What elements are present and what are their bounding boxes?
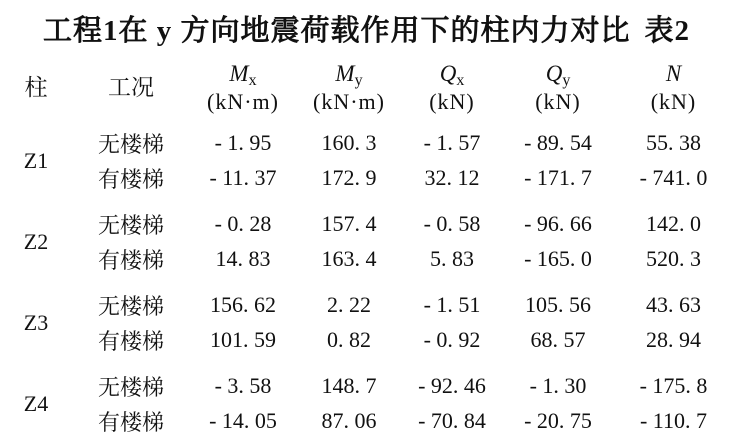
header-mx [190,57,296,120]
n-symbol-letter: N [665,61,682,86]
value-cell-qy: - 1. 30 [529,373,587,399]
value-cell-mx: - 11. 37 [209,165,277,191]
table-row-z2-with-stairs [0,242,733,277]
value-cell-my: 2. 22 [327,292,371,318]
case-cell: 无楼梯 [97,212,164,238]
column-id-z1: Z1 [23,147,49,173]
value-cell-n: 520. 3 [646,246,701,272]
mx-symbol [190,61,296,90]
qy-symbol-letter: Q [545,61,563,86]
value-cell-mx: - 0. 28 [214,211,272,237]
mx-unit: (kN·m) [207,88,279,114]
column-id-z3: Z3 [23,309,49,335]
value-cell-mx: - 3. 58 [214,373,272,399]
value-cell-qx: 5. 83 [430,246,474,272]
case-cell: 无楼梯 [97,374,164,400]
header-case-label: 工况 [108,74,154,100]
value-cell-qx: - 92. 46 [418,373,486,399]
case-cell: 有楼梯 [97,247,164,273]
value-cell-n: - 741. 0 [639,165,708,191]
table-title [0,0,733,49]
case-cell: 有楼梯 [97,328,164,354]
value-cell-my: 157. 4 [321,211,377,237]
header-column-label: 柱 [24,74,48,100]
case-cell: 无楼梯 [97,131,164,157]
value-cell-mx: - 1. 95 [214,130,272,156]
column-id-z2: Z2 [23,228,49,254]
value-cell-n: - 175. 8 [639,373,708,399]
value-cell-mx: 14. 83 [215,246,271,272]
table-title-text: 工程1在 y 方向地震荷载作用下的柱内力对比 [42,15,631,47]
qy-symbol [502,61,614,90]
value-cell-my: 148. 7 [321,373,377,399]
value-cell-qx: - 0. 58 [423,211,481,237]
column-id-z4: Z4 [23,390,49,416]
table-row-z2-without-stairs [0,196,733,242]
case-cell: 有楼梯 [97,166,164,192]
table-row-z1-with-stairs [0,161,733,196]
my-symbol [296,61,402,90]
value-cell-mx: 156. 62 [210,292,276,318]
qx-symbol [402,61,502,90]
my-symbol-letter: M [335,61,355,86]
header-my [296,57,402,120]
value-cell-qx: - 70. 84 [418,408,486,434]
table-row-z4-without-stairs [0,358,733,404]
value-cell-n: - 110. 7 [639,408,707,434]
qx-symbol-letter: Q [439,61,457,86]
header-n [614,57,733,120]
value-cell-qx: - 0. 92 [423,327,481,353]
table-row-z4-with-stairs [0,404,733,439]
table-body [0,120,733,439]
value-cell-mx: - 14. 05 [209,408,277,434]
value-cell-qy: - 96. 66 [524,211,592,237]
value-cell-qy: 105. 56 [525,292,591,318]
my-symbol-subscript: y [354,72,363,89]
table-header [0,57,733,120]
case-cell: 无楼梯 [97,293,164,319]
mx-symbol-letter: M [229,61,249,86]
table-number: 表2 [644,15,691,47]
value-cell-n: 43. 63 [646,292,701,318]
value-cell-my: 172. 9 [321,165,377,191]
mx-symbol-subscript: x [248,72,257,89]
value-cell-n: 55. 38 [646,130,701,156]
header-row [0,57,733,120]
value-cell-qy: - 171. 7 [524,165,592,191]
column-forces-table [0,57,733,439]
header-case [72,57,190,120]
qy-symbol-subscript: y [562,72,571,89]
n-unit: (kN) [650,88,697,114]
value-cell-qy: 68. 57 [530,327,586,353]
value-cell-my: 0. 82 [327,327,371,353]
value-cell-my: 87. 06 [321,408,377,434]
header-qy [502,57,614,120]
value-cell-qy: - 89. 54 [524,130,592,156]
value-cell-qx: 32. 12 [424,165,480,191]
value-cell-qx: - 1. 51 [423,292,481,318]
value-cell-mx: 101. 59 [210,327,276,353]
table-row-z1-without-stairs [0,120,733,161]
my-unit: (kN·m) [313,88,385,114]
value-cell-qx: - 1. 57 [423,130,481,156]
header-column [0,57,72,120]
value-cell-my: 160. 3 [321,130,377,156]
value-cell-my: 163. 4 [321,246,377,272]
table-row-z3-with-stairs [0,323,733,358]
qx-unit: (kN) [429,88,475,114]
value-cell-n: 142. 0 [646,211,701,237]
value-cell-qy: - 165. 0 [524,246,592,272]
n-symbol [614,61,733,90]
value-cell-n: 28. 94 [646,327,701,353]
table-row-z3-without-stairs [0,277,733,323]
case-cell: 有楼梯 [97,409,164,435]
qy-unit: (kN) [535,88,581,114]
value-cell-qy: - 20. 75 [524,408,592,434]
qx-symbol-subscript: x [456,72,465,89]
header-qx [402,57,502,120]
